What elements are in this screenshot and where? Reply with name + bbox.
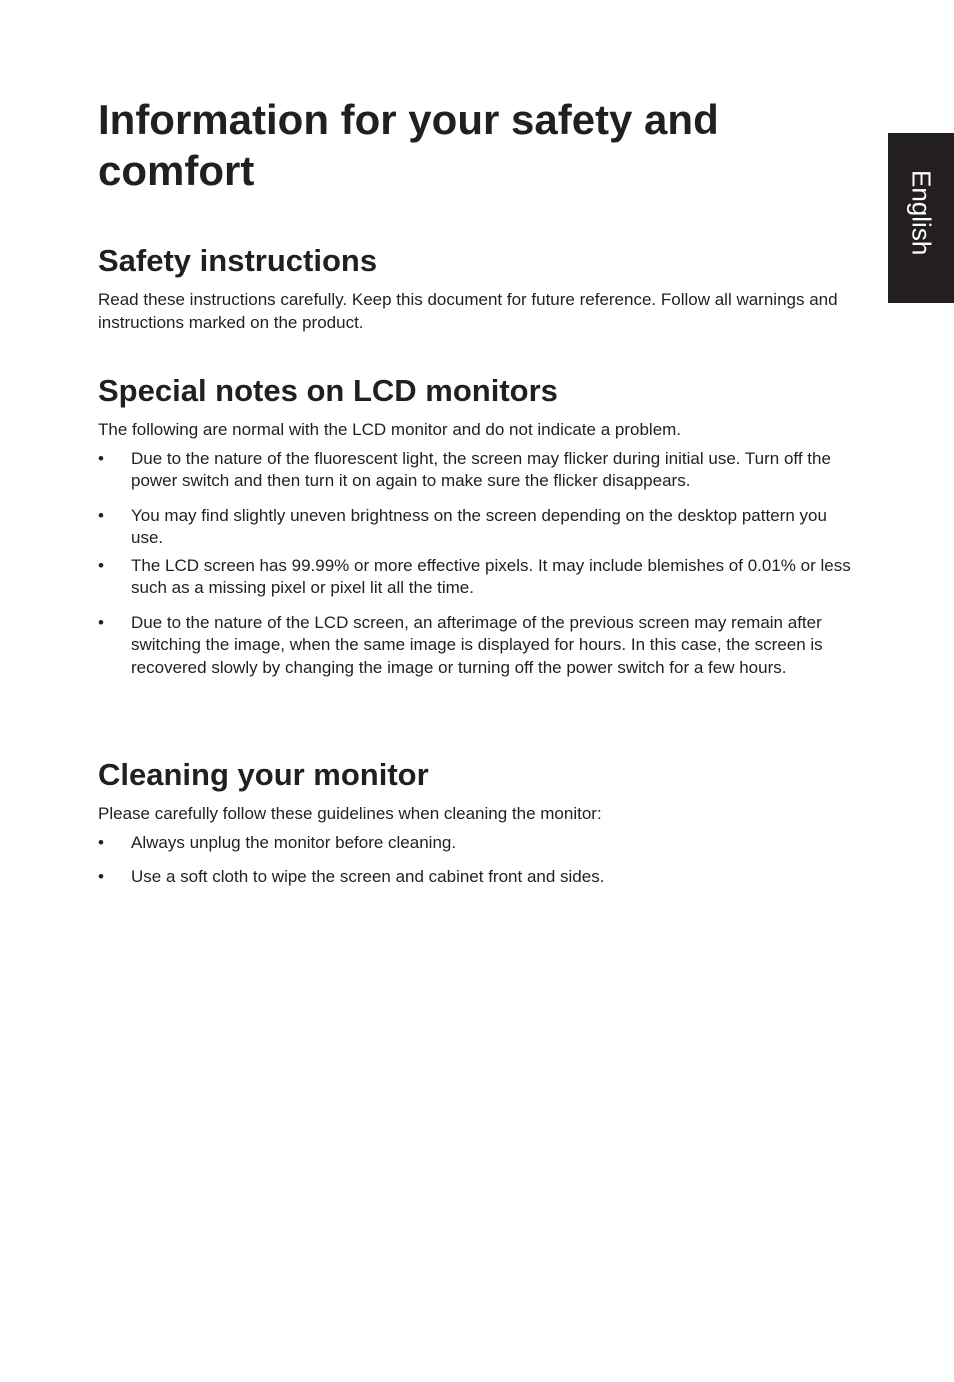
language-tab-label: English — [906, 170, 937, 256]
section-intro: Please carefully follow these guidelines when cleaning the monitor: — [98, 804, 602, 823]
section-lcd-notes — [98, 373, 858, 679]
bullet-icon: • — [98, 867, 104, 886]
section-cleaning — [98, 757, 858, 889]
language-tab — [888, 133, 954, 303]
bullet-icon: • — [98, 448, 104, 468]
bullet-list — [98, 832, 858, 889]
list-item — [98, 832, 858, 855]
page-title: Information for your safety and comfort — [98, 96, 719, 194]
section-heading: Safety instructions — [98, 243, 378, 278]
list-item-text: Due to the nature of the fluorescent light, the screen may flicker during initial use. Turn off the power switch and then turn it on again to make sure the flicker disappears. — [131, 448, 831, 490]
bullet-list — [98, 448, 858, 680]
list-item — [98, 448, 858, 493]
list-item — [98, 505, 858, 550]
section-heading: Cleaning your monitor — [98, 757, 429, 792]
bullet-icon: • — [98, 505, 104, 525]
bullet-icon: • — [98, 612, 104, 632]
list-item-text: The LCD screen has 99.99% or more effective pixels. It may include blemishes of 0.01% or less such as a missing pixel or pixel lit all the time. — [131, 555, 851, 597]
section-safety-instructions — [98, 243, 858, 334]
list-item-text: You may find slightly uneven brightness on the screen depending on the desktop pattern you use. — [131, 505, 827, 547]
bullet-icon: • — [98, 555, 104, 575]
list-item-text: Due to the nature of the LCD screen, an afterimage of the previous screen may remain after switching the image, when the same image is displayed for hours. In this case, the screen is recovered slowly by changing the image or turning off the power switch for a few hours. — [131, 612, 823, 677]
bullet-icon: • — [98, 832, 104, 852]
list-item-text: Always unplug the monitor before cleaning. — [131, 832, 457, 852]
section-body: Read these instructions carefully. Keep this document for future reference. Follow all warnings and instructions marked on the product. — [98, 290, 838, 332]
list-item — [98, 612, 858, 680]
list-item-text: Use a soft cloth to wipe the screen and cabinet front and sides. — [131, 867, 605, 886]
section-intro: The following are normal with the LCD monitor and do not indicate a problem. — [98, 420, 682, 439]
section-heading: Special notes on LCD monitors — [98, 373, 558, 408]
list-item — [98, 866, 858, 889]
list-item — [98, 555, 858, 600]
